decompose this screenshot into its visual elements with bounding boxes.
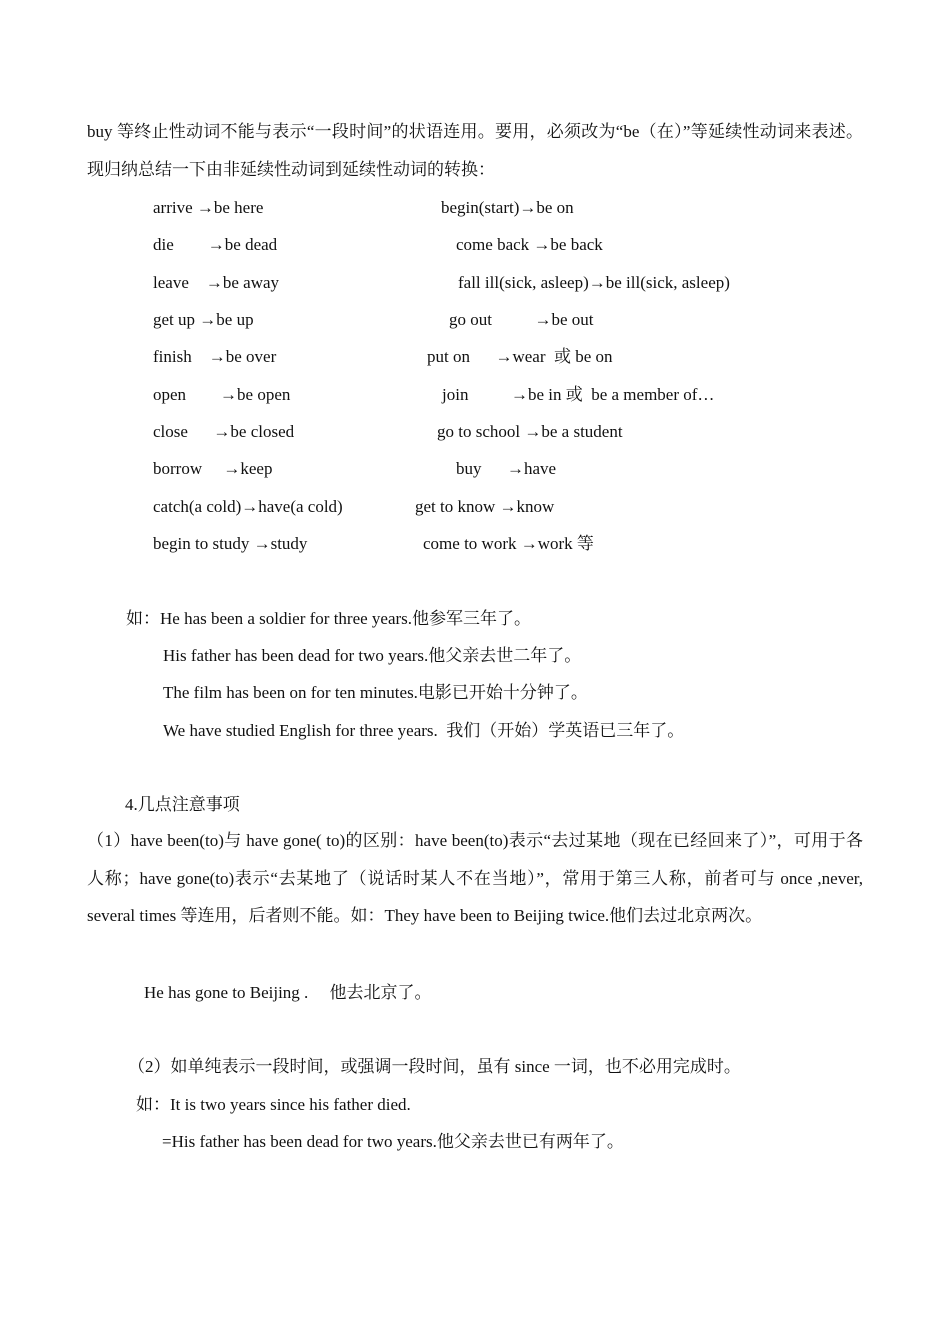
note2-example: 如：It is two years since his father died. <box>136 1095 411 1114</box>
conversion-right: get to know →know <box>415 497 555 516</box>
conversion-right: join →be in 或 be a member of… <box>442 385 715 404</box>
conversion-left: begin to study →study <box>153 534 308 553</box>
conversion-right: go out →be out <box>449 310 594 329</box>
conversion-right: go to school →be a student <box>437 422 623 441</box>
conversion-left: catch(a cold)→have(a cold) <box>153 497 343 516</box>
conversion-left: close →be closed <box>153 422 295 441</box>
note1-example: He has gone to Beijing . 他去北京了。 <box>144 983 432 1002</box>
conversion-left: die →be dead <box>153 235 278 254</box>
example-line: The film has been on for ten minutes.电影已开始十分钟了。 <box>163 683 588 702</box>
conversion-left: leave →be away <box>153 273 280 292</box>
note2-example: =His father has been dead for two years.他父亲去世已有两年了。 <box>162 1132 624 1151</box>
section-title: 4.几点注意事项 <box>125 795 240 814</box>
conversion-right: come to work →work 等 <box>423 534 594 553</box>
conversion-right: buy →have <box>456 459 557 478</box>
example-line: We have studied English for three years. 我们（开始）学英语已三年了。 <box>163 721 685 740</box>
note2-text: （2）如单纯表示一段时间，或强调一段时间，虽有 since 一词，也不必用完成时。 <box>128 1057 741 1076</box>
note1-paragraph: （1）have been(to)与 have gone( to)的区别：have been(to)表示“去过某地（现在已经回来了）”，可用于各人称；have gone(to)表示“去某地了（说话时某人不在当地）”，常用于第三人称，前者可与 once ,never, several times 等连用，后者则不能。如：They have been to Beijing twice.他们去过北京两次。 <box>87 831 863 925</box>
conversion-right: fall ill(sick, asleep)→be ill(sick, asleep) <box>458 273 730 292</box>
conversion-left: arrive →be here <box>153 198 264 217</box>
conversion-left: finish →be over <box>153 347 277 366</box>
conversion-left: open →be open <box>153 385 291 404</box>
conversion-right: put on →wear 或 be on <box>427 347 613 366</box>
conversion-left: get up →be up <box>153 310 254 329</box>
conversion-left: borrow →keep <box>153 459 273 478</box>
example-line: 如：He has been a soldier for three years.他参军三年了。 <box>126 609 532 628</box>
example-line: His father has been dead for two years.他父亲去世二年了。 <box>163 646 582 665</box>
conversion-right: begin(start)→be on <box>441 198 574 217</box>
conversion-right: come back →be back <box>456 235 603 254</box>
intro-paragraph: buy 等终止性动词不能与表示“一段时间”的状语连用。要用，必须改为“be（在）”等延续性动词来表述。现归纳总结一下由非延续性动词到延续性动词的转换： <box>87 122 863 179</box>
